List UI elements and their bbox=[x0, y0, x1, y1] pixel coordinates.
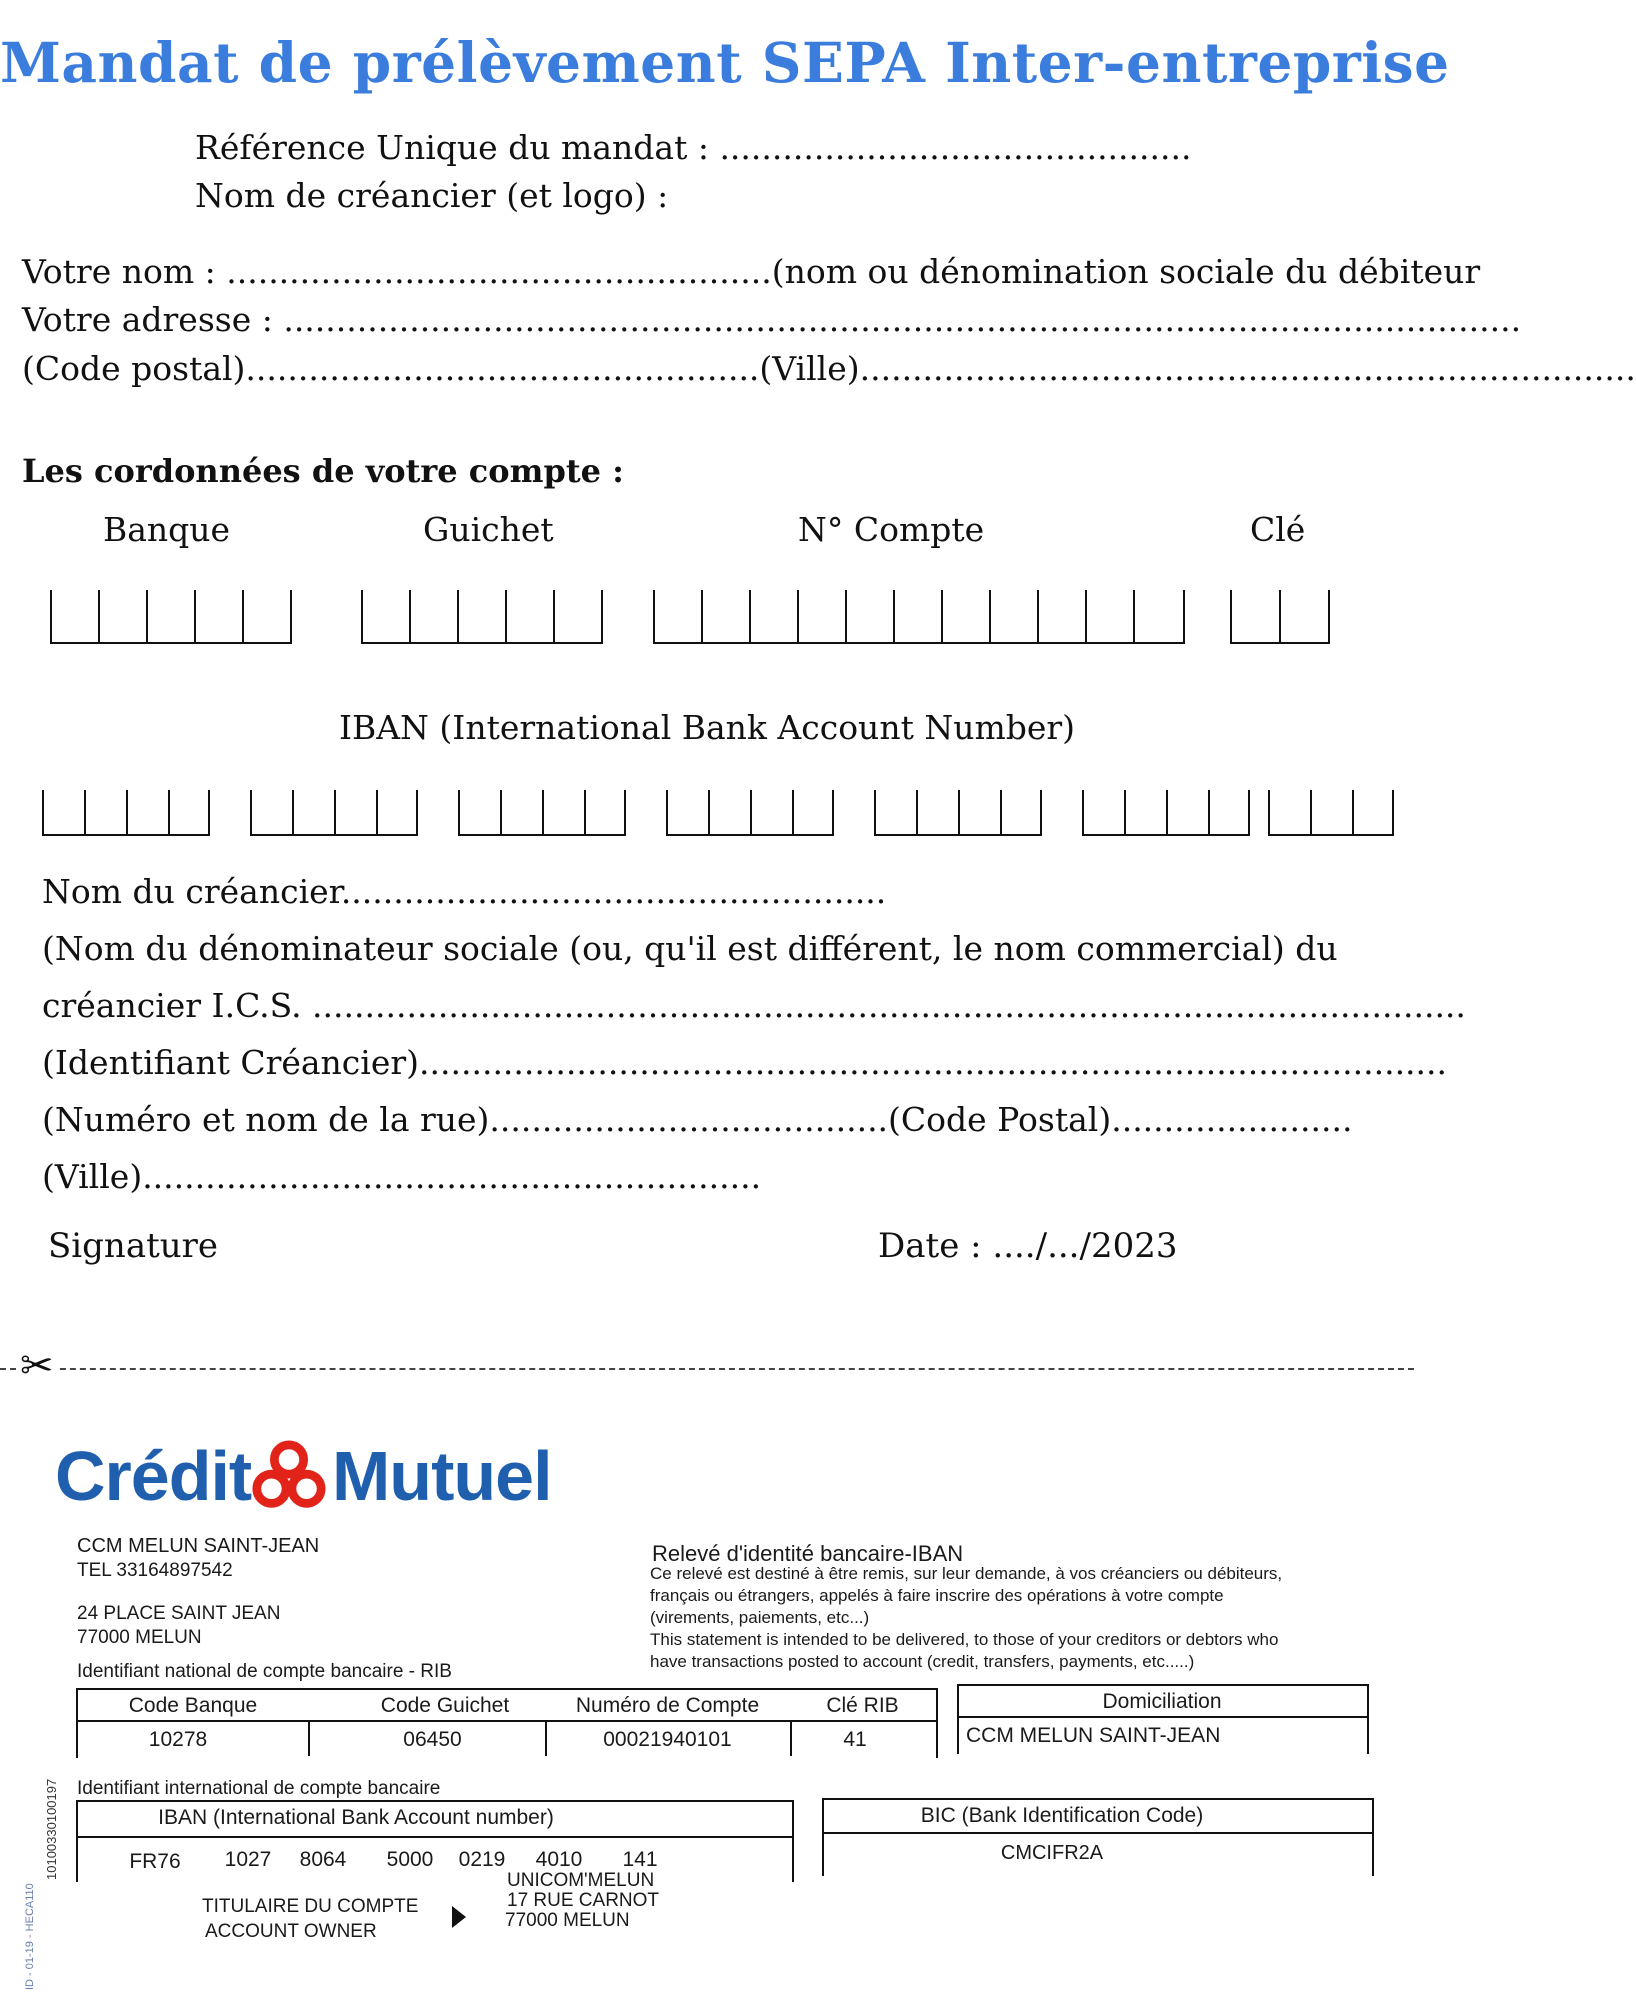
iban-label: IBAN (International Bank Account Number) bbox=[338, 708, 1076, 747]
rib-col-sep bbox=[308, 1720, 310, 1756]
debtor-postal-line: (Code postal).................................................(Ville).......................................................................... bbox=[22, 349, 1636, 388]
rib-header-code-guichet: Code Guichet bbox=[380, 1694, 510, 1717]
statement-en-2: have transactions posted to account (credit, transfers, payments, etc.....) bbox=[650, 1652, 1195, 1671]
signature-label: Signature bbox=[48, 1226, 219, 1266]
creditor-street-line: (Numéro et nom de la rue)......................................(Code Postal)....................... bbox=[42, 1100, 1353, 1139]
owner-label-fr: TITULAIRE DU COMPTE bbox=[202, 1896, 419, 1917]
compte-boxes[interactable] bbox=[653, 590, 1185, 644]
iban-boxes-6[interactable] bbox=[1082, 790, 1250, 836]
rib-value-code-banque: 10278 bbox=[148, 1728, 208, 1751]
rib-value-cle-rib: 41 bbox=[843, 1728, 867, 1751]
iban-table-divider bbox=[76, 1836, 792, 1838]
account-heading: Les cordonnées de votre compte : bbox=[22, 452, 624, 490]
owner-street: 17 RUE CARNOT bbox=[507, 1890, 660, 1911]
cle-boxes[interactable] bbox=[1230, 590, 1330, 644]
owner-name: UNICOM'MELUN bbox=[507, 1870, 655, 1891]
domiciliation-value: CCM MELUN SAINT-JEAN bbox=[966, 1724, 1221, 1747]
rib-header-cle-rib: Clé RIB bbox=[826, 1694, 899, 1717]
scissors-icon: ✂ bbox=[16, 1346, 58, 1386]
agency-address2: 77000 MELUN bbox=[77, 1627, 202, 1648]
iban-part-7: 141 bbox=[622, 1848, 658, 1871]
statement-en-1: This statement is intended to be delivered, to those of your creditors or debtors who bbox=[650, 1630, 1279, 1649]
agency-address1: 24 PLACE SAINT JEAN bbox=[77, 1603, 281, 1624]
iban-header: IBAN (International Bank Account number) bbox=[158, 1806, 554, 1829]
col-compte-label: N° Compte bbox=[798, 510, 985, 549]
side-account-code: 10100330100197 bbox=[44, 1778, 59, 1880]
creditor-identifiant-line: (Identifiant Créancier).................................................................................................. bbox=[42, 1043, 1448, 1082]
debtor-address-line: Votre adresse : ...................................................................................................................... bbox=[22, 300, 1522, 339]
agency-tel: TEL 33164897542 bbox=[77, 1560, 233, 1581]
statement-fr-1: Ce relevé est destiné à être remis, sur leur demande, à vos créanciers ou débiteurs, bbox=[650, 1564, 1283, 1583]
rib-header-code-banque: Code Banque bbox=[128, 1694, 258, 1717]
creditor-city-line: (Ville)........................................................... bbox=[42, 1157, 762, 1196]
side-form-ref: ID - 01-19 - HECA110 bbox=[24, 1883, 36, 1990]
domiciliation-header: Domiciliation bbox=[1102, 1690, 1222, 1713]
owner-city: 77000 MELUN bbox=[505, 1910, 630, 1931]
banque-boxes[interactable] bbox=[50, 590, 292, 644]
mandate-reference-line: Référence Unique du mandat : ............................................. bbox=[195, 128, 1192, 167]
statement-title: Relevé d'identité bancaire-IBAN bbox=[652, 1541, 964, 1566]
agency-name: CCM MELUN SAINT-JEAN bbox=[77, 1535, 320, 1557]
iban-part-2: 1027 bbox=[224, 1848, 272, 1871]
creditor-name-line: Nom du créancier.................................................... bbox=[42, 872, 887, 911]
iban-boxes-1[interactable] bbox=[42, 790, 210, 836]
bic-value: CMCIFR2A bbox=[1000, 1842, 1104, 1864]
rib-table-divider bbox=[76, 1720, 936, 1722]
col-guichet-label: Guichet bbox=[423, 510, 554, 549]
credit-mutuel-logo-word2: Mutuel bbox=[332, 1437, 552, 1515]
iban-part-6: 4010 bbox=[535, 1848, 583, 1871]
rib-value-numero-compte: 00021940101 bbox=[603, 1728, 732, 1751]
cut-line bbox=[0, 1368, 1414, 1370]
creditor-note-line: (Nom du dénominateur sociale (ou, qu'il est différent, le nom commercial) du bbox=[42, 929, 1338, 968]
col-banque-label: Banque bbox=[103, 510, 231, 549]
iban-boxes-5[interactable] bbox=[874, 790, 1042, 836]
creditor-ics-line: créancier I.C.S. .............................................................................................................. bbox=[42, 986, 1466, 1025]
iban-boxes-3[interactable] bbox=[458, 790, 626, 836]
bic-header: BIC (Bank Identification Code) bbox=[920, 1804, 1204, 1827]
iban-part-5: 0219 bbox=[458, 1848, 506, 1871]
iban-boxes-4[interactable] bbox=[666, 790, 834, 836]
owner-label-en: ACCOUNT OWNER bbox=[205, 1921, 377, 1942]
statement-fr-2: français ou étrangers, appelés à faire inscrire des opérations à votre compte bbox=[650, 1586, 1224, 1605]
iban-part-1: FR76 bbox=[129, 1850, 181, 1873]
rib-value-code-guichet: 06450 bbox=[403, 1728, 462, 1751]
bic-divider bbox=[822, 1832, 1372, 1834]
credit-mutuel-logo-word1: Crédit bbox=[55, 1437, 252, 1515]
mandate-title: Mandat de prélèvement SEPA Inter-entreprise bbox=[0, 30, 1450, 95]
intl-heading: Identifiant international de compte bancaire bbox=[77, 1778, 441, 1799]
owner-arrow-icon bbox=[452, 1906, 466, 1928]
guichet-boxes[interactable] bbox=[361, 590, 603, 644]
statement-fr-3: (virements, paiements, etc...) bbox=[650, 1608, 870, 1627]
iban-boxes-2[interactable] bbox=[250, 790, 418, 836]
rib-header-numero-compte: Numéro de Compte bbox=[575, 1694, 760, 1717]
domiciliation-divider bbox=[957, 1716, 1367, 1718]
debtor-name-line: Votre nom : ....................................................(nom ou dénomination sociale du débiteur bbox=[22, 252, 1481, 291]
date-label: Date : ..../.../2023 bbox=[878, 1226, 1178, 1266]
rib-heading: Identifiant national de compte bancaire - RIB bbox=[77, 1661, 452, 1682]
iban-part-4: 5000 bbox=[386, 1848, 434, 1871]
creditor-logo-line: Nom de créancier (et logo) : bbox=[195, 176, 669, 215]
iban-boxes-7[interactable] bbox=[1268, 790, 1394, 836]
col-cle-label: Clé bbox=[1250, 510, 1306, 549]
credit-mutuel-logo-icon bbox=[250, 1438, 328, 1516]
iban-part-3: 8064 bbox=[299, 1848, 347, 1871]
